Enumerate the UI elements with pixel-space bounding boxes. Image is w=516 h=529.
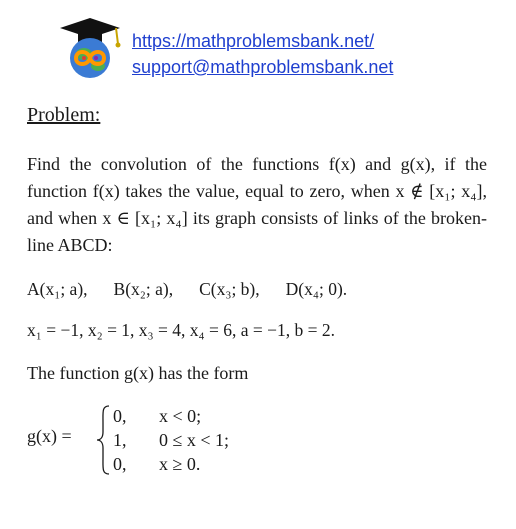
support-email-link[interactable]: support@mathproblemsbank.net: [132, 57, 394, 77]
header-links: [132, 28, 393, 80]
parameter-values: x₁ = −1, x₂ = 1, x₃ = 4, x₄ = 6, a = −1, b = 2.: [27, 320, 336, 340]
header: [54, 14, 494, 84]
problem-statement: Find the convolution of the functions f(x) and g(x), if the function f(x) takes the value, equal to zero, when x ∉ [x₁; x₄], and when x ∈ [x₁; x₄] its graph consists of links of the broken-line ABCD:: [27, 154, 487, 255]
problem-document: [27, 104, 487, 476]
g-case-row: [113, 404, 229, 428]
g-case-value: 1,: [113, 430, 127, 450]
left-brace-icon: [95, 404, 111, 476]
g-case-row: [113, 428, 229, 452]
g-case-condition: x < 0;: [159, 406, 202, 426]
point-a: A(x₁; a),: [27, 279, 88, 299]
broken-line-points: [27, 279, 487, 300]
point-d: D(x₄; 0).: [285, 279, 348, 299]
g-case-value: 0,: [113, 454, 127, 474]
logo-icon: [54, 14, 126, 82]
point-b: B(x₂; a),: [113, 279, 174, 299]
g-lhs: g(x) =: [27, 426, 72, 446]
g-case-condition: 0 ≤ x < 1;: [159, 430, 230, 450]
g-cases: [113, 404, 229, 476]
g-description: The function g(x) has the form: [27, 363, 249, 383]
site-link[interactable]: https://mathproblemsbank.net/: [132, 31, 375, 51]
g-case-row: [113, 452, 229, 476]
g-piecewise-definition: [27, 404, 487, 476]
g-case-condition: x ≥ 0.: [159, 454, 201, 474]
problem-label: Problem:: [27, 104, 101, 126]
g-case-value: 0,: [113, 406, 127, 426]
point-c: C(x₃; b),: [199, 279, 260, 299]
